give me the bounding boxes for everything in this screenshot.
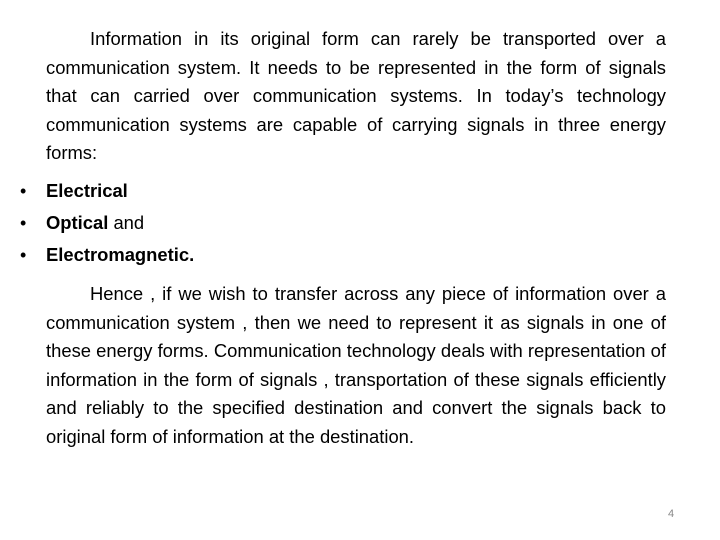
list-item [20, 239, 195, 271]
body-paragraph: Hence , if we wish to transfer across any piece of information over a communication system , then we need to represent it as signals in one of these energy forms. Communication technology deals with representation of information in the form of signals , transportation of these signals efficiently and reliably to the specified destination and convert the signals back to original form of information at the destination. [46, 283, 666, 447]
list-item-suffix: and [108, 212, 145, 233]
list-item-label: Electrical [46, 180, 128, 201]
list-item [20, 207, 194, 239]
energy-forms-list [20, 175, 195, 271]
intro-paragraph: Information in its original form can rarely be transported over a communication system. It needs to be represented in the form of signals that can carried over communication systems. In today’s technology communication systems are capable of carrying signals in three energy forms: [46, 28, 666, 163]
list-item-label: Electromagnetic. [46, 244, 195, 265]
bullet-icon: • [20, 181, 27, 201]
page-number: 4 [668, 508, 675, 520]
list-item [20, 175, 194, 207]
list-item-label: Optical [46, 212, 109, 233]
bullet-icon: • [20, 213, 27, 233]
bullet-icon: • [20, 245, 27, 265]
